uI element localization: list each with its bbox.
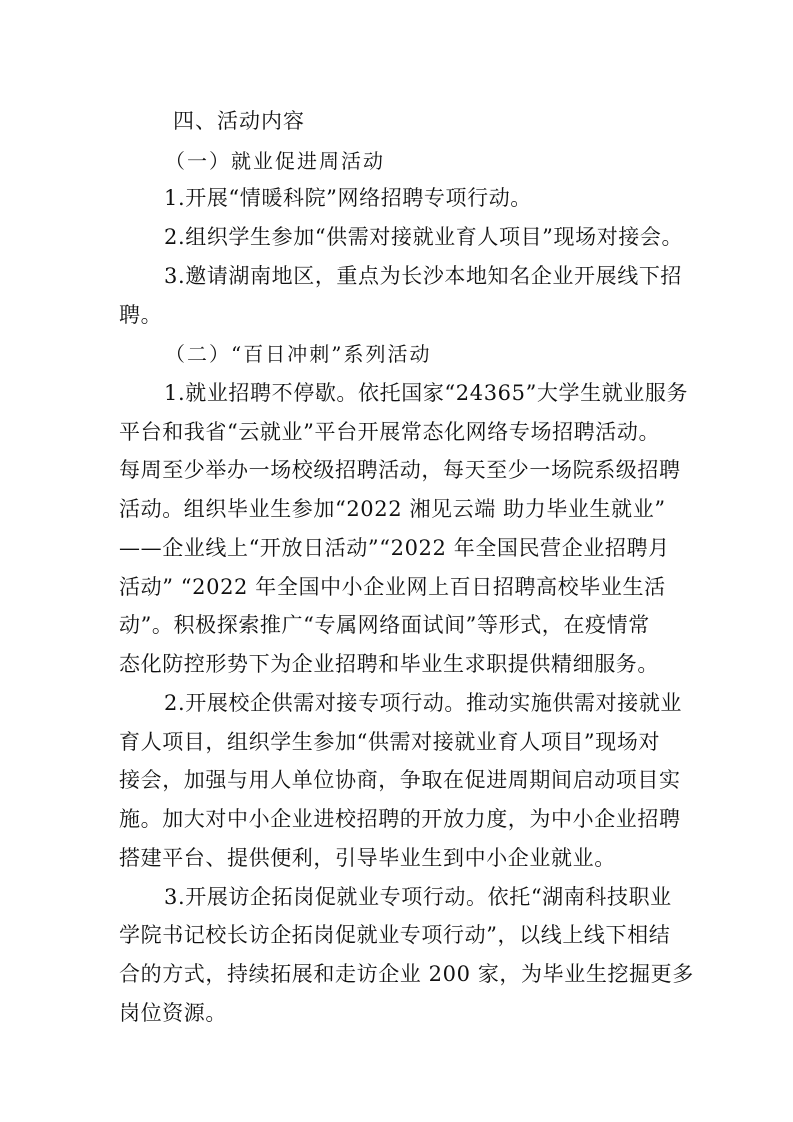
subsection-title-2: （二）“百日冲刺”系列活动 <box>165 342 432 366</box>
para1-line-2: 平台和我省“云就业”平台开展常态化网络专场招聘活动。 <box>119 420 661 444</box>
para1-line-8: 态化防控形势下为企业招聘和毕业生求职提供精细服务。 <box>119 652 659 676</box>
sub1-item-3-line-2: 聘。 <box>119 303 163 327</box>
para2-line-5: 搭建平台、提供便利，引导毕业生到中小企业就业。 <box>119 846 616 870</box>
para1-line-5: ——企业线上“开放日活动”“2022 年全国民营企业招聘月 <box>119 536 670 560</box>
para2-line-3: 接会，加强与用人单位协商，争取在促进周期间启动项目实 <box>119 768 681 792</box>
para1-line-3: 每周至少举办一场校级招聘活动，每天至少一场院系级招聘 <box>119 458 681 482</box>
sub1-item-1: 1.开展“情暖科院”网络招聘专项行动。 <box>164 186 532 210</box>
para3-line-4: 岗位资源。 <box>119 1001 227 1025</box>
para3-line-2: 学院书记校长访企拓岗促就业专项行动”，以线上线下相结 <box>119 923 671 947</box>
para3-line-1: 3.开展访企拓岗促就业专项行动。依托“湖南科技职业 <box>164 885 672 909</box>
para2-line-4: 施。加大对中小企业进校招聘的开放力度，为中小企业招聘 <box>119 807 681 831</box>
para3-line-3: 合的方式，持续拓展和走访企业 200 家，为毕业生挖掘更多 <box>119 962 694 986</box>
para1-line-7: 动”。积极探索推广“专属网络面试间”等形式，在疫情常 <box>119 613 650 637</box>
sub1-item-3-line-1: 3.邀请湖南地区，重点为长沙本地知名企业开展线下招 <box>164 264 683 288</box>
para2-line-1: 2.开展校企供需对接专项行动。推动实施供需对接就业 <box>164 691 683 715</box>
para1-line-4: 活动。组织毕业生参加“2022 湘见云端 助力毕业生就业” <box>119 497 666 521</box>
subsection-title-1: （一）就业促进周活动 <box>165 149 385 173</box>
para1-line-1: 1.就业招聘不停歇。依托国家“24365”大学生就业服务 <box>164 381 689 405</box>
sub1-item-2: 2.组织学生参加“供需对接就业育人项目”现场对接会。 <box>164 225 684 249</box>
para1-line-6: 活动” “2022 年全国中小企业网上百日招聘高校毕业生活 <box>119 575 666 599</box>
para2-line-2: 育人项目，组织学生参加“供需对接就业育人项目”现场对 <box>119 730 661 754</box>
section-title: 四、活动内容 <box>173 109 305 133</box>
